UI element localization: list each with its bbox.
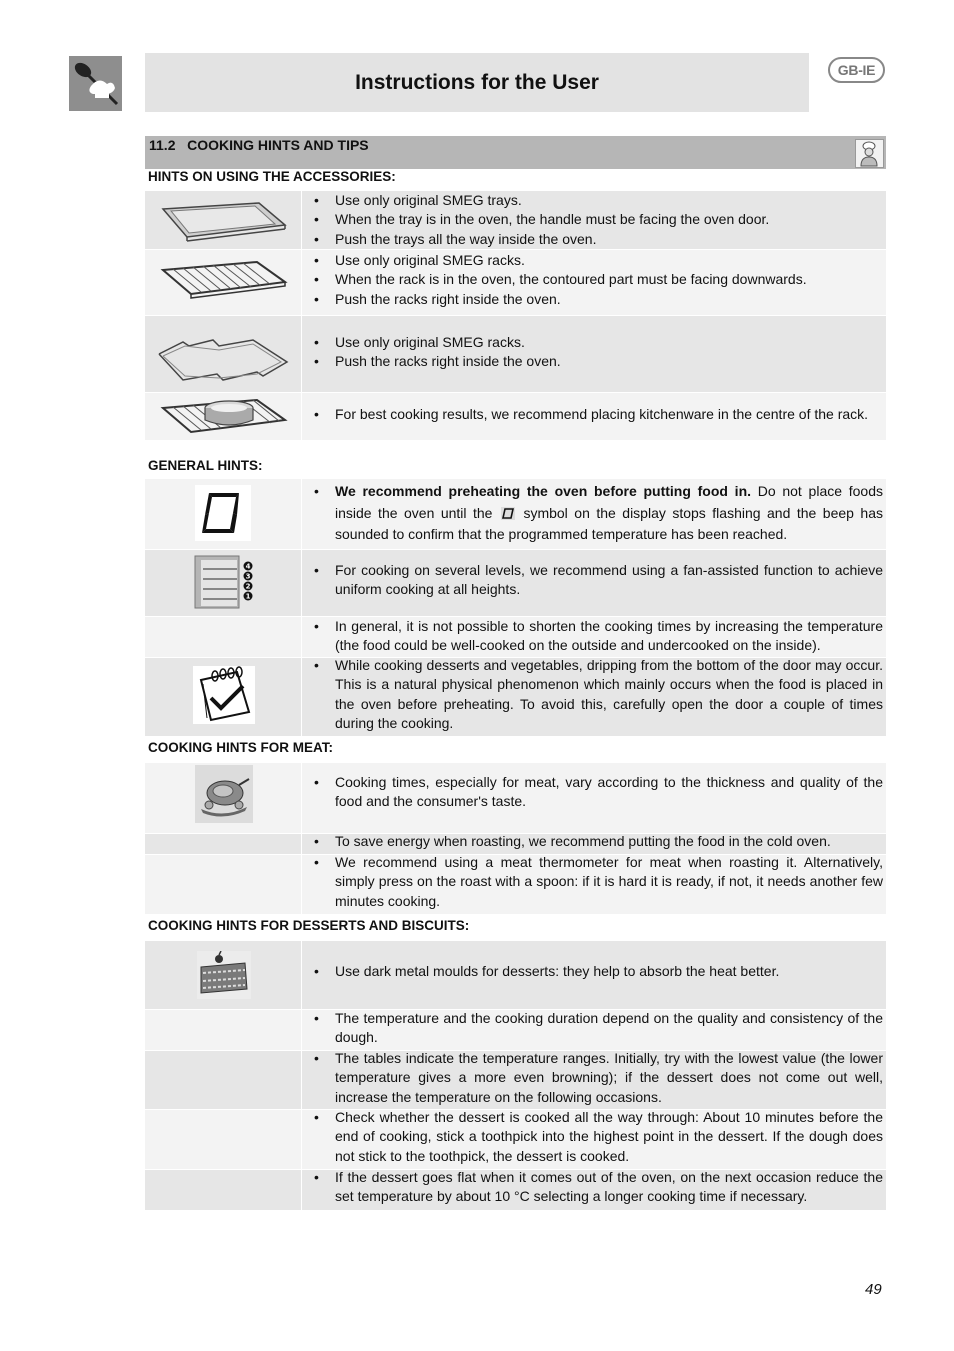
notepad-check-icon bbox=[145, 658, 302, 736]
empty-cell bbox=[145, 834, 302, 854]
dessert-row-flat bbox=[145, 1170, 886, 1210]
page-title: Instructions for the User bbox=[355, 70, 599, 94]
accessory-row-rack bbox=[145, 250, 886, 315]
display-symbol-icon bbox=[145, 479, 302, 549]
general-heading: GENERAL HINTS: bbox=[148, 458, 263, 473]
list-item: • When the tray is in the oven, the handle must be facing the oven door. bbox=[312, 210, 883, 229]
list-item: • The tables indicate the temperature ranges. Initially, try with the lowest value (the lower temperature gives a more even browning); if the dessert does not come out well, increase the temperature on the following occasions. bbox=[312, 1049, 883, 1107]
level-label: 4 bbox=[245, 562, 251, 571]
list-item: • For best cooking results, we recommend placing kitchenware in the centre of the rack. bbox=[312, 405, 883, 424]
empty-cell bbox=[145, 1110, 302, 1169]
preheat-bold-text: We recommend preheating the oven before putting food in. bbox=[335, 483, 752, 499]
desserts-heading: COOKING HINTS FOR DESSERTS AND BISCUITS: bbox=[148, 918, 470, 933]
roast-icon bbox=[145, 763, 302, 833]
list-item: • To save energy when roasting, we recommend putting the food in the cold oven. bbox=[312, 832, 883, 851]
list-item: • If the dessert goes flat when it comes out of the oven, on the next occasion reduce the set temperature by about 10 °C selecting a longer cooking time if necessary. bbox=[312, 1168, 883, 1207]
section-bar bbox=[145, 136, 886, 169]
shaped-rack-icon bbox=[145, 316, 302, 392]
accessory-row-shaped-rack bbox=[145, 316, 886, 392]
oven-tray-icon bbox=[145, 191, 302, 249]
dessert-row-tables bbox=[145, 1051, 886, 1109]
list-item bbox=[312, 481, 883, 546]
logo-spoon-icon bbox=[69, 56, 122, 111]
dessert-row-toothpick bbox=[145, 1110, 886, 1169]
meat-row-energy bbox=[145, 834, 886, 854]
accessory-row-rack-pan bbox=[145, 393, 886, 440]
list-item: • Push the racks right inside the oven. bbox=[312, 352, 883, 371]
empty-cell bbox=[145, 1010, 302, 1050]
empty-cell bbox=[145, 617, 302, 657]
meat-heading: COOKING HINTS FOR MEAT: bbox=[148, 740, 333, 755]
page-number: 49 bbox=[865, 1281, 882, 1298]
list-item: • Use only original SMEG racks. bbox=[312, 333, 883, 352]
list-item: • While cooking desserts and vegetables, dripping from the bottom of the door may occur. This is a natural physical phenomenon which mainly occurs when the food is placed in the oven before preheating. To avoid this, carefully open the door a couple of times during the cooking. bbox=[312, 656, 883, 733]
list-item: • Use only original SMEG racks. bbox=[312, 251, 883, 270]
empty-cell bbox=[145, 1170, 302, 1210]
list-item: • When the rack is in the oven, the contoured part must be facing downwards. bbox=[312, 270, 883, 289]
level-label: 1 bbox=[245, 592, 251, 601]
list-item: • Push the racks right inside the oven. bbox=[312, 290, 883, 309]
title-bar bbox=[145, 53, 809, 112]
list-item: • Push the trays all the way inside the oven. bbox=[312, 230, 883, 249]
language-badge: GB-IE bbox=[828, 57, 885, 83]
list-item: • In general, it is not possible to shorten the cooking times by increasing the temperature (the food could be well-cooked on the outside and undercooked on the inside). bbox=[312, 617, 883, 656]
oven-levels-icon bbox=[145, 550, 302, 616]
general-row-shorten bbox=[145, 617, 886, 657]
rack-with-pan-icon bbox=[145, 393, 302, 440]
general-row-levels bbox=[145, 550, 886, 616]
list-item: • Cooking times, especially for meat, vary according to the thickness and quality of the food and the consumer's taste. bbox=[312, 773, 883, 812]
section-title: 11.2 COOKING HINTS AND TIPS bbox=[149, 137, 369, 153]
meat-row-times bbox=[145, 763, 886, 833]
wire-rack-icon bbox=[145, 250, 302, 315]
level-label: 2 bbox=[245, 582, 251, 591]
list-item: • Use dark metal moulds for desserts: they help to absorb the heat better. bbox=[312, 962, 883, 981]
list-item: • Use only original SMEG trays. bbox=[312, 191, 883, 210]
dessert-row-temperature bbox=[145, 1010, 886, 1050]
general-row-preheat bbox=[145, 479, 886, 549]
empty-cell bbox=[145, 1051, 302, 1109]
preheat-text-a: Do not place foods inside the oven until the bbox=[335, 483, 883, 521]
general-row-dripping bbox=[145, 658, 886, 736]
list-item: • For cooking on several levels, we recommend using a fan-assisted function to achieve uniform cooking at all heights. bbox=[312, 561, 883, 600]
list-item: • We recommend using a meat thermometer for meat when roasting it. Alternatively, simply press on the roast with a spoon: if it is hard it is ready, if not, it needs another few minutes cooking. bbox=[312, 853, 883, 911]
accessory-row-tray bbox=[145, 191, 886, 249]
list-item: • The temperature and the cooking duration depend on the quality and consistency of the dough. bbox=[312, 1009, 883, 1048]
chef-icon bbox=[855, 139, 884, 168]
display-symbol-inline-icon bbox=[501, 507, 515, 520]
level-label: 3 bbox=[245, 572, 251, 581]
meat-row-thermometer bbox=[145, 855, 886, 914]
empty-cell bbox=[145, 855, 302, 914]
dessert-row-moulds bbox=[145, 941, 886, 1009]
preheat-text-b: symbol on the display stops flashing and the beep has sounded to confirm that the programmed temperature has been reached. bbox=[335, 504, 884, 542]
cake-slice-icon bbox=[145, 941, 302, 1009]
list-item: • Check whether the dessert is cooked all the way through: About 10 minutes before the end of cooking, stick a toothpick into the highest point in the dessert. If the dough does not stick to the toothpick, the dessert is cooked. bbox=[312, 1108, 883, 1166]
accessories-heading: HINTS ON USING THE ACCESSORIES: bbox=[148, 169, 396, 184]
